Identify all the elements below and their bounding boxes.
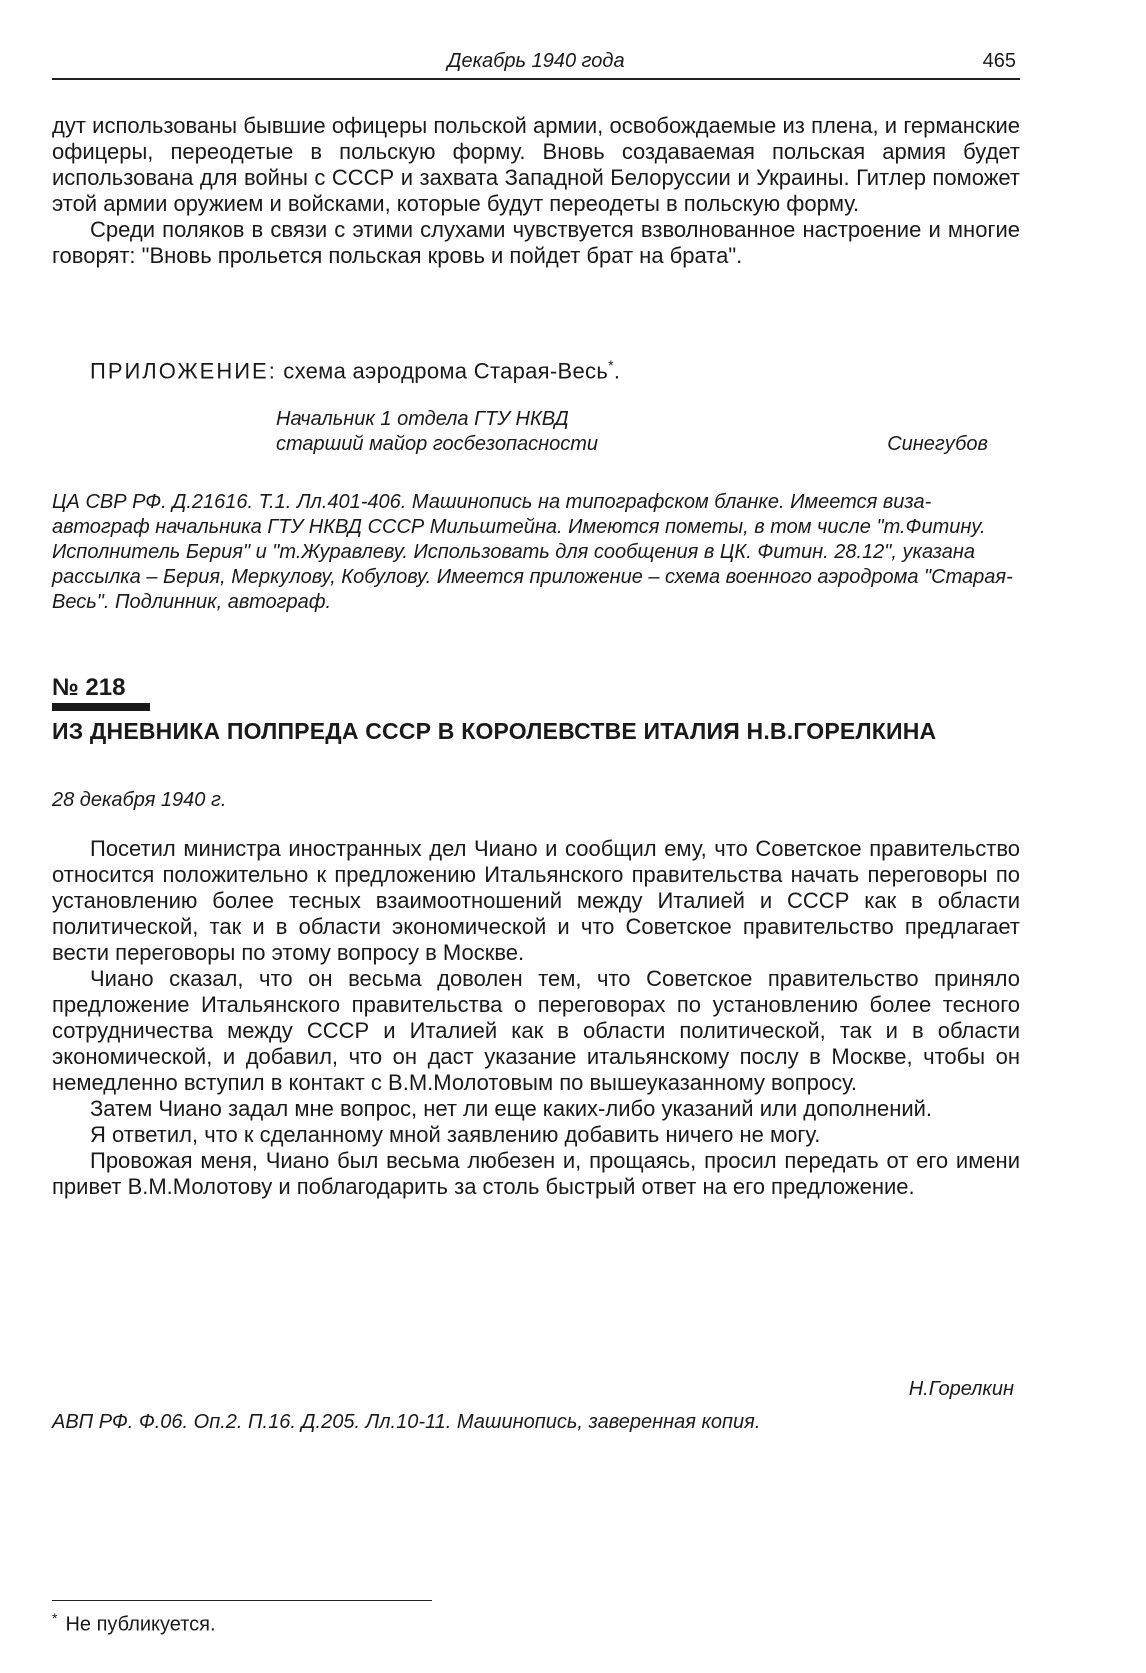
- archive-note: ЦА СВР РФ. Д.21616. Т.1. Лл.401-406. Машинопись на типографском бланке. Имеется виза-автограф начальника ГТУ НКВД СССР Мильштейна. Имеются пометы, в том числе "т.Фитину. Исполнитель Берия" и "т.Журавлеву. Использовать для сообщения в ЦК. Фитин. 28.12", указана рассылка – Берия, Меркулову, Кобулову. Имеется приложение – схема военного аэродрома "Старая-Весь". Подлинник, автограф.: [52, 491, 1013, 613]
- document-number: № 218: [52, 674, 126, 701]
- previous-document-text: [52, 113, 1020, 269]
- paragraph: Чиано сказал, что он весьма доволен тем, что Советское правительство приняло предложение Итальянского правительства о переговорах по установлению более тесного сотрудничества между СССР и Италией как в области политической, так и в области экономической, и добавил, что он даст указание итальянскому послу в Москве, чтобы он немедленно вступил в контакт с В.М.Молотовым по вышеуказанному вопросу.: [52, 966, 1020, 1095]
- paragraph: Провожая меня, Чиано был весьма любезен и, прощаясь, просил передать от его имени привет В.М.Молотову и поблагодарить за столь быстрый ответ на его предложение.: [52, 1148, 1020, 1199]
- signature-position: Начальник 1 отдела ГТУ НКВД: [276, 408, 569, 430]
- paragraph: Посетил министра иностранных дел Чиано и сообщил ему, что Советское правительство относится положительно к предложению Итальянского правительства начать переговоры по установлению более тесных взаимоотношений между Италией и СССР как в области политической, так и в области экономической и что Советское правительство предлагает вести переговоры по этому вопросу в Москве.: [52, 836, 1020, 965]
- document-date: 28 декабря 1940 г.: [52, 789, 227, 811]
- document-body: [52, 836, 1020, 1200]
- archive-note: АВП РФ. Ф.06. Оп.2. П.16. Д.205. Лл.10-11. Машинопись, заверенная копия.: [52, 1411, 761, 1433]
- running-title: Декабрь 1940 года: [447, 50, 625, 72]
- footnote-text: Не публикуется.: [65, 1613, 216, 1636]
- paragraph: Затем Чиано задал мне вопрос, нет ли еще каких-либо указаний или дополнений.: [90, 1096, 933, 1121]
- paragraph: дут использованы бывшие офицеры польской армии, освобождаемые из плена, и германские офицеры, переодетые в польскую форму. Вновь создаваемая польская армия будет использована для войны с СССР и захвата Западной Белоруссии и Украины. Гитлер поможет этой армии оружием и войсками, которые будут переодеты в польскую форму.: [52, 113, 1020, 216]
- signature-name: Синегубов: [887, 433, 988, 455]
- footnote: [52, 1610, 216, 1637]
- author-signature: Н.Горелкин: [908, 1378, 1014, 1400]
- running-header: [52, 48, 1020, 80]
- appendix-text: схема аэродрома Старая-Весь: [283, 358, 609, 384]
- page-number: 465: [982, 50, 1016, 72]
- signature-rank: старший майор госбезопасности: [276, 433, 598, 455]
- document-title: ИЗ ДНЕВНИКА ПОЛПРЕДА СССР В КОРОЛЕВСТВЕ ИТАЛИЯ Н.В.ГОРЕЛКИНА: [52, 718, 937, 744]
- footnote-mark: *: [52, 1610, 58, 1626]
- signature-block: [276, 407, 1020, 457]
- paragraph: Среди поляков в связи с этими слухами чувствуется взволнованное настроение и многие говорят: "Вновь прольется польская кровь и пойдет брат на брата".: [52, 217, 1020, 268]
- document-number-bar: [52, 703, 150, 711]
- appendix-line: [90, 357, 620, 384]
- paragraph: Я ответил, что к сделанному мной заявлению добавить ничего не могу.: [90, 1122, 821, 1147]
- footnote-divider: [52, 1600, 432, 1601]
- appendix-end: .: [613, 358, 621, 384]
- footnote-mark: *: [608, 357, 614, 373]
- appendix-label: ПРИЛОЖЕНИЕ:: [90, 358, 277, 384]
